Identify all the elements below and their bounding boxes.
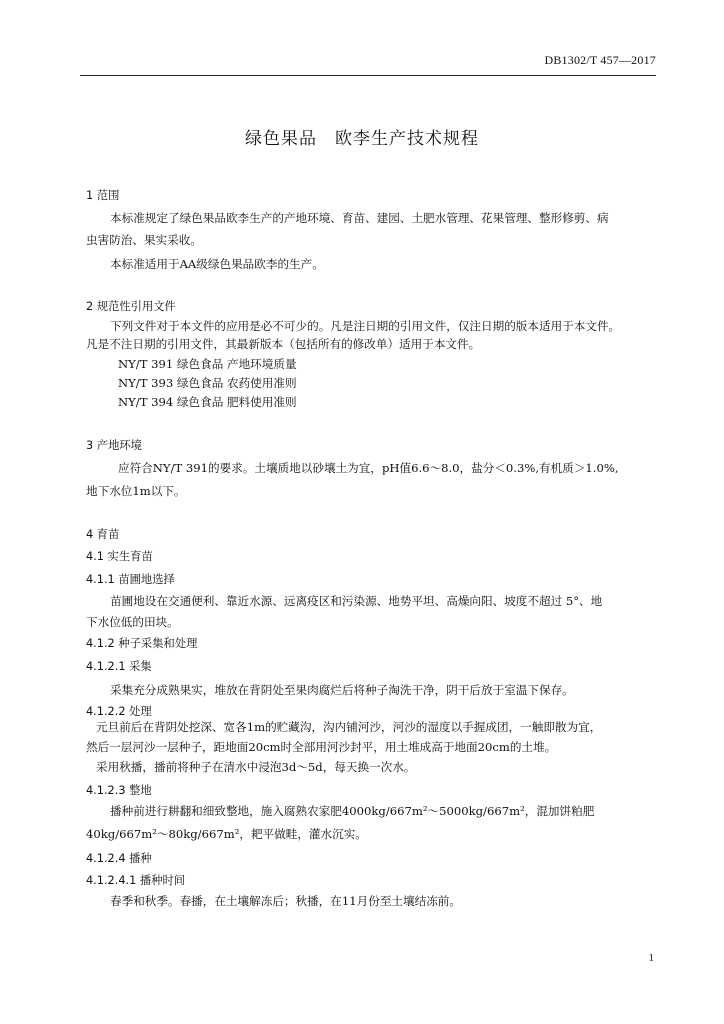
body-text-line: 春季和秋季。春播，在土壤解冻后；秋播，在11月份至土壤结冻前。 xyxy=(110,894,461,908)
body-text-line: NY/T 393 绿色食品 农药使用准则 xyxy=(118,376,297,390)
body-text-line: 下水位低的田块。 xyxy=(86,615,179,629)
body-text-line: 应符合NY/T 391的要求。土壤质地以砂壤土为宜，pH值6.6～8.0，盐分＜0.3%,有机质＞1.0%, xyxy=(118,461,619,475)
body-text-line: 40kg/667m²～80kg/667m²，耙平做畦，灌水沉实。 xyxy=(86,827,367,841)
section-heading: 4.1.2.4 播种 xyxy=(86,852,152,865)
document-title: 绿色果品 欧李生产技术规程 xyxy=(245,129,479,149)
body-text-line: NY/T 391 绿色食品 产地环境质量 xyxy=(118,357,297,371)
section-heading: 4.1 实生育苗 xyxy=(86,550,153,563)
body-text-line: 下列文件对于本文件的应用是必不可少的。凡是注日期的引用文件，仅注日期的版本适用于本文件。 xyxy=(110,319,621,333)
body-text-line: 采用秋播，播前将种子在清水中浸泡3d～5d，每天换一次水。 xyxy=(96,760,416,774)
body-text-line: 苗圃地设在交通便利、靠近水源、远离疫区和污染源、地势平坦、高燥向阳、坡度不超过 5°、地 xyxy=(110,594,603,608)
section-heading: 4.1.1 苗圃地选择 xyxy=(86,573,175,586)
header-rule xyxy=(80,75,656,76)
body-text-line: 本标准适用于AA级绿色果品欧李的生产。 xyxy=(110,257,324,271)
body-text-line: 然后一层河沙一层种子，距地面20cm时全部用河沙封平，用土堆成高于地面20cm的土堆。 xyxy=(86,740,557,754)
body-text-line: 地下水位1m以下。 xyxy=(86,484,186,498)
body-text-line: 采集充分成熟果实，堆放在背阴处至果肉腐烂后将种子淘洗干净，阴干后放于室温下保存。 xyxy=(110,683,574,697)
section-heading: 2 规范性引用文件 xyxy=(86,300,176,313)
body-text-line: 本标准规定了绿色果品欧李生产的产地环境、育苗、建园、土肥水管理、花果管理、整形修剪、病 xyxy=(110,211,609,225)
section-heading: 4.1.2 种子采集和处理 xyxy=(86,637,198,650)
body-text-line: 播种前进行耕翻和细致整地，施入腐熟农家肥4000kg/667m²～5000kg/667m²，混加饼粕肥 xyxy=(110,804,595,818)
section-heading: 4.1.2.3 整地 xyxy=(86,784,152,797)
body-text-line: 凡是不注日期的引用文件，其最新版本（包括所有的修改单）适用于本文件。 xyxy=(86,337,481,351)
section-heading: 4.1.2.2 处理 xyxy=(86,705,152,718)
section-heading: 4.1.2.1 采集 xyxy=(86,660,152,673)
section-heading: 4 育苗 xyxy=(86,528,120,541)
body-text-line: NY/T 394 绿色食品 肥料使用准则 xyxy=(118,395,297,409)
page-number: 1 xyxy=(648,952,654,964)
section-heading: 4.1.2.4.1 播种时间 xyxy=(86,874,186,887)
body-text-line: 虫害防治、果实采收。 xyxy=(86,233,202,247)
standard-code: DB1302/T 457—2017 xyxy=(544,53,656,67)
section-heading: 1 范围 xyxy=(86,189,120,202)
body-text-line: 元旦前后在背阴处挖深、宽各1m的贮藏沟，沟内铺河沙，河沙的湿度以手握成团，一触即散为宜， xyxy=(96,720,602,734)
section-heading: 3 产地环境 xyxy=(86,439,142,452)
